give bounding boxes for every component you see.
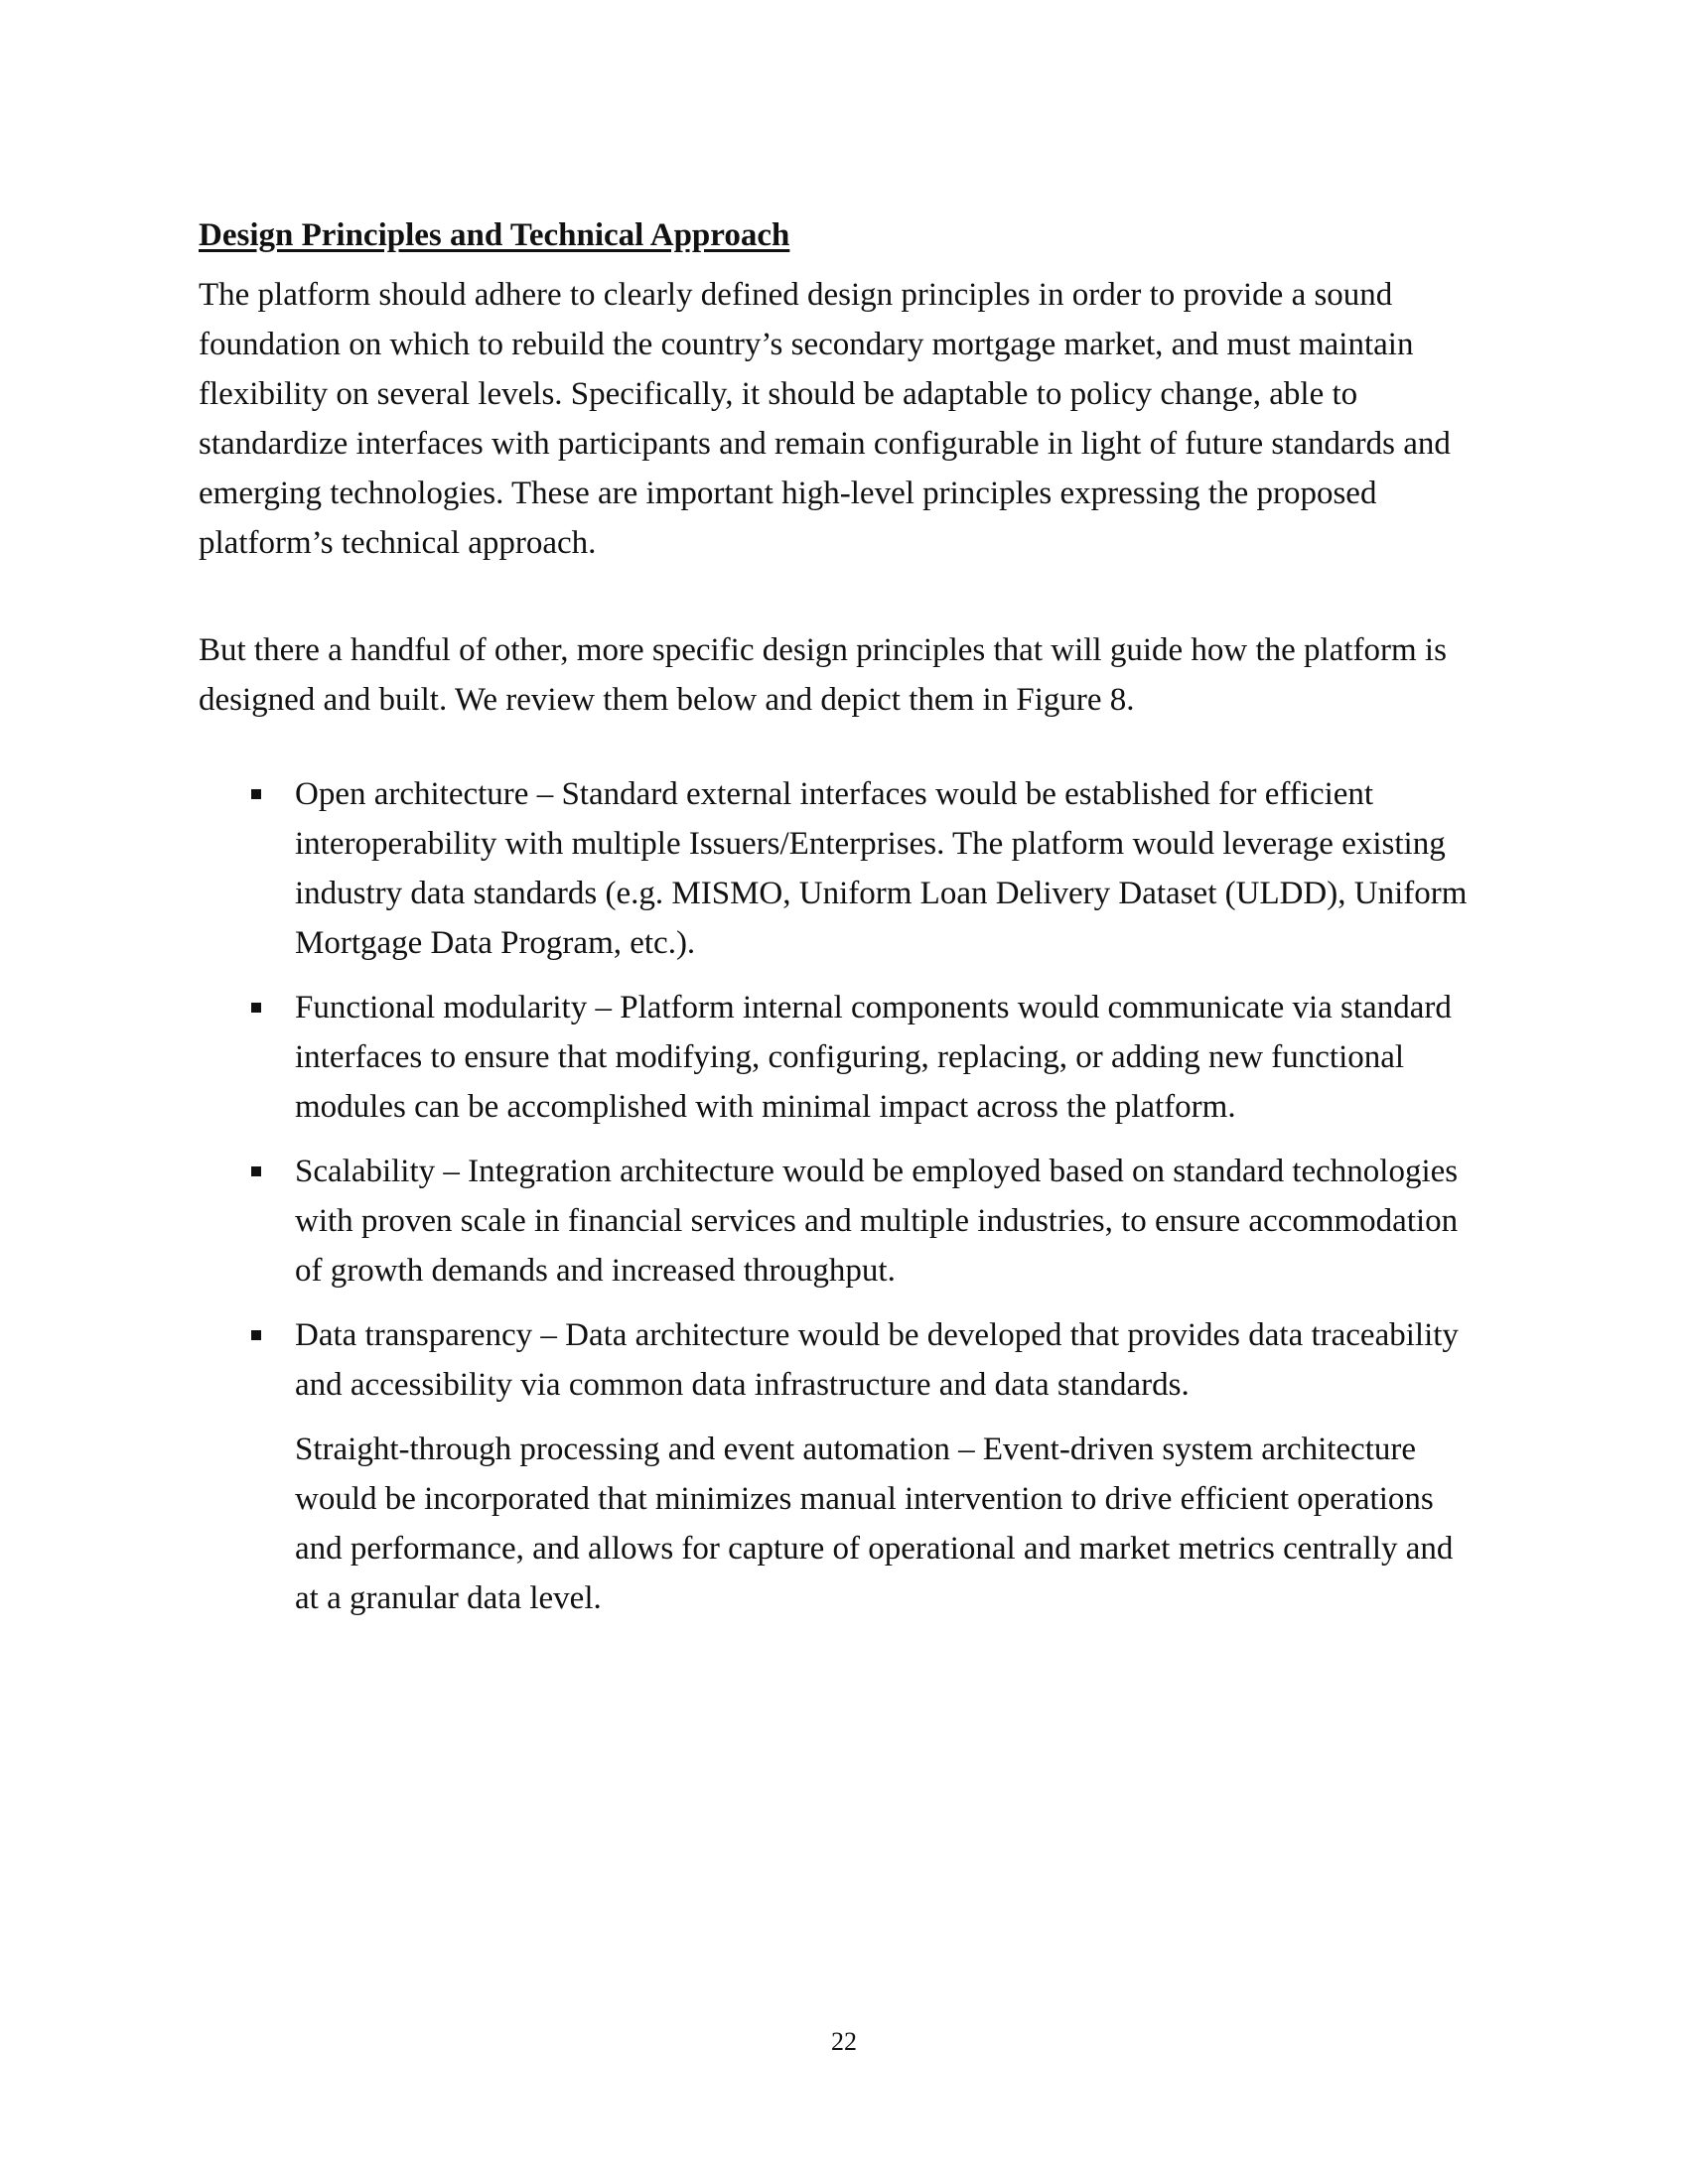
text-line: modules can be accomplished with minimal impact across the platform. (295, 1089, 1236, 1125)
text-line: standardize interfaces with participants and remain configurable in light of future standards and (199, 426, 1451, 462)
square-bullet-icon (251, 1003, 261, 1013)
text-line: Data transparency – Data architecture would be developed that provides data traceability (295, 1317, 1459, 1353)
list-item-straight-through-processing (199, 1425, 1509, 1623)
list-item-data-transparency (199, 1310, 1509, 1410)
text-line: Straight-through processing and event automation – Event-driven system architecture (295, 1432, 1417, 1467)
text-line: Mortgage Data Program, etc.). (295, 925, 696, 961)
list-item-open-architecture (199, 769, 1509, 968)
text-line: designed and built. We review them below and depict them in Figure 8. (199, 682, 1135, 718)
text-line: Open architecture – Standard external interfaces would be established for efficient (295, 776, 1374, 812)
text-line: Functional modularity – Platform internal components would communicate via standard (295, 990, 1452, 1025)
text-line: at a granular data level. (295, 1580, 602, 1616)
text-line: flexibility on several levels. Specifically, it should be adaptable to policy change, able to (199, 376, 1358, 412)
text-line: and accessibility via common data infrastructure and data standards. (295, 1367, 1190, 1403)
square-bullet-icon (251, 1166, 261, 1176)
text-line: and performance, and allows for capture of operational and market metrics centrally and (295, 1531, 1454, 1567)
text-line: emerging technologies. These are important high-level principles expressing the proposed (199, 476, 1377, 511)
text-line: industry data standards (e.g. MISMO, Uniform Loan Delivery Dataset (ULDD), Uniform (295, 876, 1468, 911)
square-bullet-icon (251, 1330, 261, 1340)
text-line: with proven scale in financial services and multiple industries, to ensure accommodation (295, 1203, 1459, 1239)
intro-paragraph (199, 270, 1499, 568)
text-line: interfaces to ensure that modifying, configuring, replacing, or adding new functional (295, 1039, 1405, 1075)
list-item-functional-modularity (199, 983, 1509, 1132)
text-line: interoperability with multiple Issuers/Enterprises. The platform would leverage existing (295, 826, 1446, 862)
text-line: of growth demands and increased throughput. (295, 1253, 896, 1289)
text-line: The platform should adhere to clearly defined design principles in order to provide a sound (199, 277, 1393, 313)
design-principles-list (199, 769, 1509, 1623)
text-line: Scalability – Integration architecture would be employed based on standard technologies (295, 1154, 1459, 1189)
page-number: 22 (831, 2027, 857, 2056)
list-item-scalability (199, 1147, 1509, 1296)
section-heading: Design Principles and Technical Approach (199, 217, 790, 253)
text-line: foundation on which to rebuild the country’s secondary mortgage market, and must maintain (199, 327, 1414, 362)
text-line: platform’s technical approach. (199, 525, 597, 561)
square-bullet-icon (251, 789, 261, 799)
transition-paragraph (199, 625, 1499, 725)
text-line: But there a handful of other, more specific design principles that will guide how the platform is (199, 632, 1447, 668)
text-line: would be incorporated that minimizes manual intervention to drive efficient operations (295, 1481, 1434, 1517)
